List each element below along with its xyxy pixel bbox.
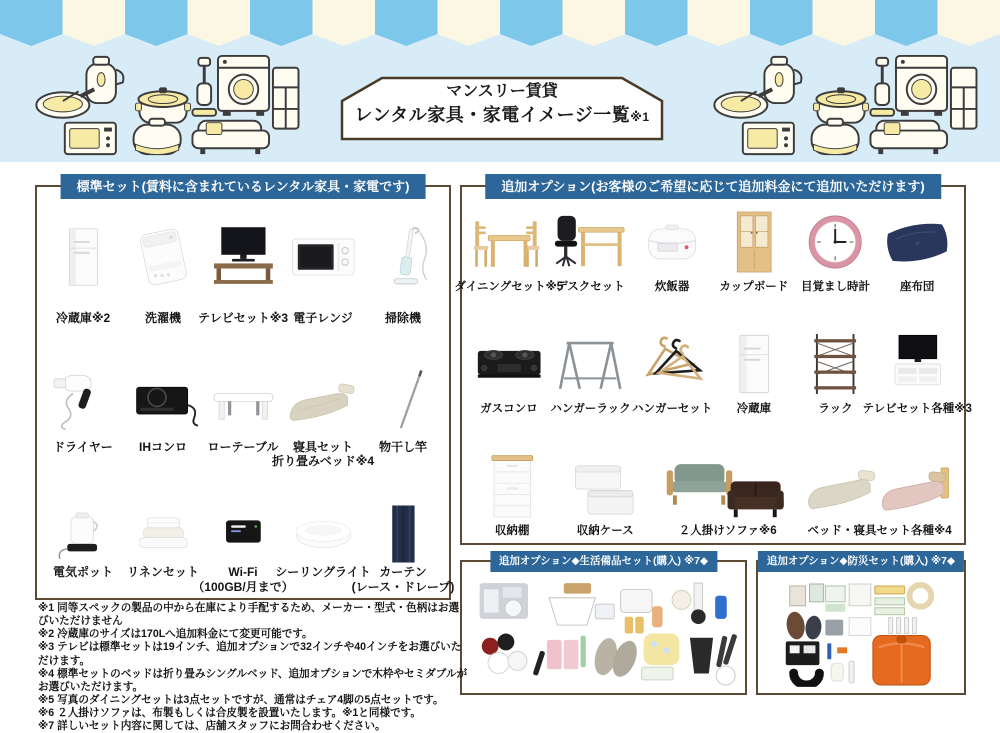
product-cell — [713, 203, 795, 295]
product-cell — [271, 360, 375, 469]
household-items-photo — [464, 574, 743, 691]
refrigerator-photo — [43, 203, 123, 311]
product-cell — [454, 203, 564, 295]
product-cell — [283, 203, 363, 325]
product-label: Wi-Fi （100GB/月まで） — [192, 565, 294, 594]
product-label: 掃除機 — [384, 311, 421, 325]
footnote-1: ※1 同等スペックの製品の中から在庫により手配するため、メーカー・型式・色柄はお選びいただけません — [38, 602, 460, 628]
product-cell — [795, 203, 877, 295]
standard-row-3 — [43, 503, 455, 594]
product-label: ダイニングセット※5 — [454, 281, 564, 293]
refrigerator-photo — [713, 325, 795, 403]
product-cell — [363, 203, 443, 325]
options-row-2 — [468, 325, 972, 417]
product-cell — [631, 325, 713, 417]
household-items-set-header: 追加オプション◆生活備品セット(購入) ※7◆ — [490, 551, 717, 572]
product-label: カーテン (レース・ドレープ) — [351, 565, 455, 594]
footnote-7: ※7 詳しいセット内容に関しては、店舗スタッフにお問合わせください。 — [38, 720, 386, 733]
tv-set-variants-photo — [876, 325, 958, 403]
product-label: ベッド・寝具セット各種※4 — [807, 525, 952, 538]
footnote-3: ※3 テレビは標準セットは19インチ、追加オプションで32インチや40インチをお選びいただけます。 — [38, 641, 462, 667]
product-label: ラック — [818, 403, 853, 416]
product-label: 冷蔵庫※2 — [55, 311, 111, 325]
emergency-kit-set-box — [756, 555, 966, 695]
product-label: カップボード — [719, 281, 789, 293]
product-cell — [192, 503, 294, 594]
title-note: ※1 — [630, 109, 650, 124]
product-label: 電気ポット — [52, 565, 113, 580]
additional-options-header: 追加オプション(お客様のご希望に応じて追加料金にて追加いただけます) — [485, 174, 941, 199]
product-cell — [468, 447, 556, 539]
product-cell — [123, 503, 203, 594]
two-seat-sofa-photo — [654, 447, 801, 525]
product-label: デスクセット — [556, 281, 625, 293]
electric-pot-photo — [43, 503, 123, 565]
product-label: テレビセット※3 — [197, 311, 289, 325]
product-cell — [43, 360, 123, 469]
linen-set-photo — [123, 503, 203, 565]
product-cell — [631, 203, 713, 295]
product-cell — [43, 503, 123, 594]
product-label: ハンガーセット — [632, 403, 713, 416]
rice-cooker-photo — [631, 203, 713, 281]
emergency-kit-photo — [760, 574, 962, 691]
gas-stove-photo — [468, 325, 550, 403]
washing-machine-photo — [123, 203, 203, 311]
product-cell — [654, 447, 801, 539]
product-label: 目覚まし時計 — [801, 281, 871, 293]
product-cell — [123, 203, 203, 325]
curtain-photo — [363, 503, 443, 565]
standard-set-header: 標準セット(賃料に含まれているレンタル家具・家電です) — [61, 174, 426, 199]
tv-set-photo — [203, 203, 283, 311]
product-label: 電子レンジ — [293, 311, 353, 325]
product-cell — [862, 325, 972, 417]
options-row-3 — [468, 447, 958, 539]
product-label: ２人掛けソファ※6 — [678, 525, 777, 538]
storage-chest-photo — [468, 447, 556, 525]
laundry-pole-photo — [363, 360, 443, 440]
product-cell — [363, 360, 443, 469]
product-label: リネンセット — [127, 565, 199, 580]
hanger-set-photo — [631, 325, 713, 403]
product-label: 寝具セット 折り畳みベッド※4 — [271, 439, 375, 469]
hair-dryer-photo — [43, 360, 123, 440]
product-label: 収納棚 — [494, 525, 530, 538]
shelf-rack-photo — [795, 325, 877, 403]
title-plaque — [340, 75, 664, 142]
product-label: 冷蔵庫 — [736, 403, 772, 416]
product-cell — [351, 503, 455, 594]
product-label: テレビセット各種※3 — [862, 403, 972, 416]
hanger-rack-photo — [550, 325, 632, 403]
ih-cooktop-photo — [123, 360, 203, 440]
product-label: ガスコンロ — [480, 403, 538, 416]
bed-bedding-sets-photo — [801, 447, 958, 525]
product-label: 収納ケース — [576, 525, 634, 538]
options-row-1 — [454, 203, 958, 295]
product-cell — [197, 203, 289, 325]
footnote-2: ※2 冷蔵庫のサイズは170Lへ追加料金にて変更可能です。 — [38, 628, 313, 641]
storage-cases-photo — [556, 447, 654, 525]
stick-vacuum-photo — [363, 203, 443, 311]
product-label: シーリングライト — [275, 565, 371, 580]
desk-set-photo — [550, 203, 632, 281]
floor-cushion-photo — [876, 203, 958, 281]
low-table-photo — [203, 360, 283, 440]
product-cell — [123, 360, 203, 469]
standard-row-1 — [43, 203, 443, 325]
footnote-4: ※4 標準セットのベッドは折り畳みシングルベッド、追加オプションで木枠やセミダブルがお選びいただけます。 — [38, 667, 468, 693]
footnotes — [38, 602, 468, 733]
footnote-5: ※5 写真のダイニングセットは3点セットですが、通常はチェア4脚の5点セットです。 — [38, 693, 444, 706]
wifi-router-photo — [203, 503, 283, 565]
product-cell — [801, 447, 958, 539]
household-items-set-box — [460, 555, 747, 695]
standard-set-panel — [35, 179, 455, 600]
footnote-6: ※6 ２人掛けソファは、布製もしくは合皮製を設置いたします。※1と同様です。 — [38, 707, 422, 719]
product-cell — [43, 203, 123, 325]
alarm-clock-photo — [795, 203, 877, 281]
product-cell — [876, 203, 958, 295]
product-cell — [556, 447, 654, 539]
cupboard-photo — [713, 203, 795, 281]
awning-decoration — [0, 0, 1000, 46]
product-label: ローテーブル — [207, 439, 279, 454]
kitchen-appliances-doodle-icons — [24, 52, 302, 160]
product-label: 洗濯機 — [144, 311, 181, 325]
bedding-folding-bed-photo — [283, 360, 363, 440]
product-label: 炊飯器 — [654, 281, 690, 293]
product-cell — [550, 203, 632, 295]
ceiling-light-photo — [283, 503, 363, 565]
standard-row-2 — [43, 360, 443, 469]
kitchen-appliances-doodle-icons — [702, 52, 980, 160]
product-label: 物干し竿 — [378, 439, 427, 454]
emergency-kit-set-header: 追加オプション◆防災セット(購入) ※7◆ — [758, 551, 964, 572]
product-label: ドライヤー — [53, 439, 113, 454]
product-cell — [468, 325, 550, 417]
title-line1: マンスリー賃貸 — [446, 83, 558, 100]
microwave-photo — [283, 203, 363, 311]
product-label: ハンガーラック — [550, 403, 631, 416]
product-cell — [550, 325, 632, 417]
product-label: IHコンロ — [138, 439, 187, 454]
dining-set-photo — [468, 203, 550, 281]
product-label: 座布団 — [899, 281, 935, 293]
additional-options-panel — [454, 179, 972, 545]
title-line2: レンタル家具・家電イメージ一覧※1 — [354, 104, 650, 125]
product-cell — [713, 325, 795, 417]
